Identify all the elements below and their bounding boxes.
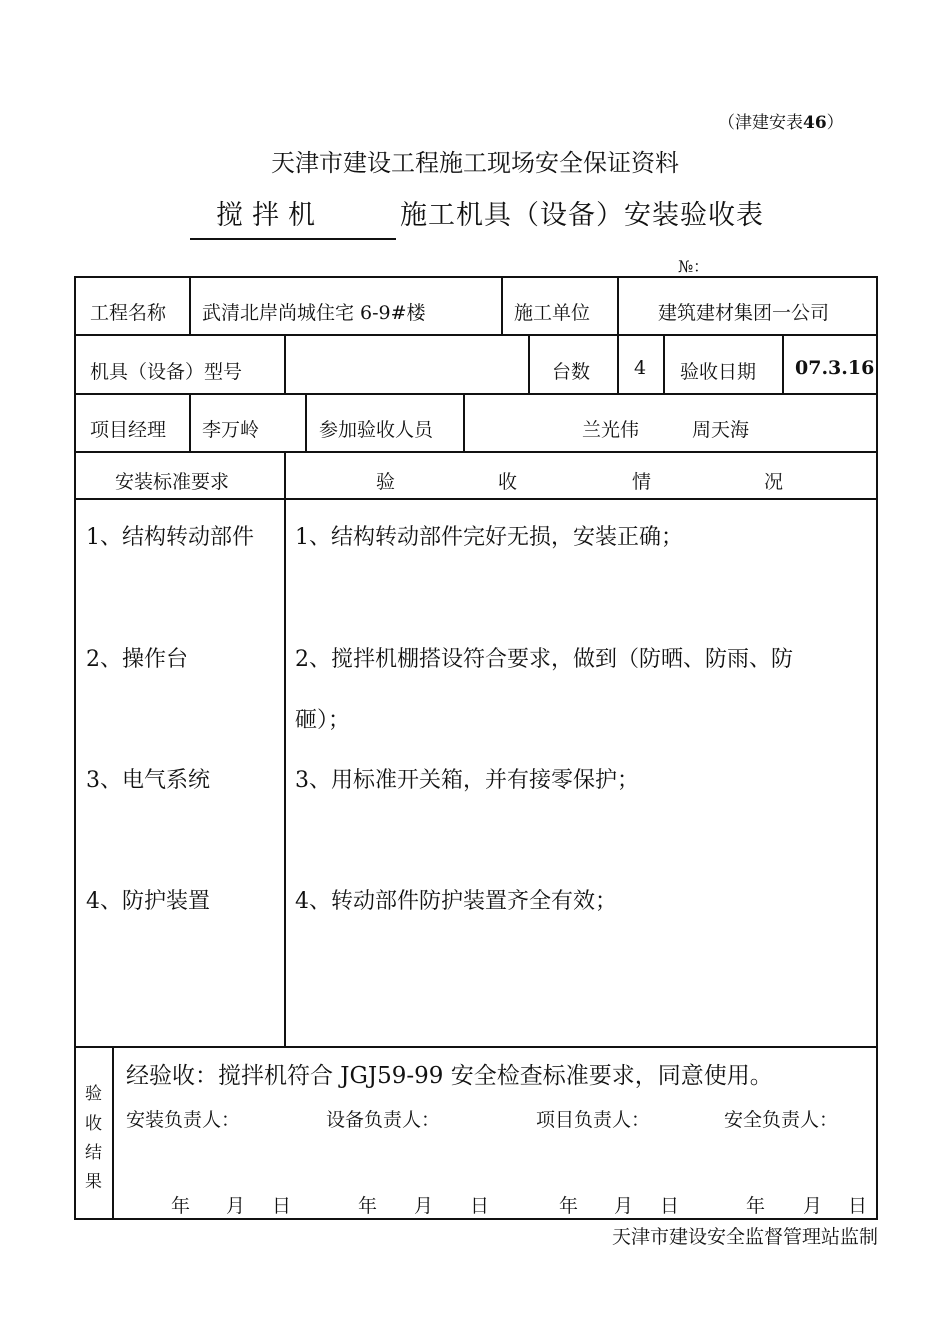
form-title: 施工机具（设备）安装验收表 — [400, 200, 764, 231]
footer-issuer: 天津市建设安全监督管理站监制 — [611, 1226, 878, 1248]
project-name-value: 武清北岸尚城住宅 6-9#楼 — [202, 302, 426, 324]
row-divider — [74, 1046, 878, 1048]
col-divider — [189, 276, 191, 335]
equipment-name: 搅拌机 — [190, 193, 396, 240]
row-divider — [74, 334, 878, 336]
date-month: 月 — [614, 1195, 634, 1217]
project-name-label: 工程名称 — [90, 302, 167, 324]
construction-unit-label: 施工单位 — [514, 302, 591, 324]
col-divider — [501, 276, 503, 335]
col-divider — [617, 334, 619, 394]
row-divider — [74, 498, 878, 500]
inspection-date-label: 验收日期 — [680, 361, 757, 383]
date-month: 月 — [414, 1195, 434, 1217]
date-year: 年 — [171, 1195, 191, 1217]
inspectors-label: 参加验收人员 — [319, 419, 434, 441]
form-number-label: №： — [678, 257, 710, 276]
date-year: 年 — [559, 1195, 579, 1217]
standard-item: 3、电气系统 — [86, 768, 210, 793]
col-divider — [617, 276, 619, 335]
col-divider — [663, 334, 665, 394]
col-divider — [284, 451, 286, 1047]
col-divider — [112, 1046, 114, 1220]
col-divider — [528, 334, 530, 394]
col-divider — [305, 393, 307, 452]
date-day: 日 — [660, 1195, 680, 1217]
inspector-name: 周天海 — [692, 419, 750, 441]
result-header-char: 况 — [764, 471, 784, 493]
date-month: 月 — [226, 1195, 246, 1217]
inspector-name: 兰光伟 — [582, 419, 640, 441]
row-divider — [74, 451, 878, 453]
col-divider — [782, 334, 784, 394]
signer-label: 安全负责人： — [724, 1109, 839, 1131]
result-item: 2、搅拌机棚搭设符合要求，做到（防晒、防雨、防 — [295, 647, 793, 672]
conclusion-label-char: 果 — [85, 1172, 102, 1192]
standard-item: 1、结构转动部件 — [86, 525, 254, 550]
inspection-date-value: 07.3.16 — [795, 357, 875, 379]
date-year: 年 — [358, 1195, 378, 1217]
form-title-line — [190, 193, 764, 240]
date-year: 年 — [746, 1195, 766, 1217]
result-header-char: 情 — [632, 471, 652, 493]
conclusion-label-char: 结 — [85, 1143, 102, 1163]
result-item: 4、转动部件防护装置齐全有效； — [295, 889, 617, 914]
project-manager-value: 李万岭 — [202, 419, 260, 441]
col-divider — [189, 393, 191, 452]
standard-header: 安装标准要求 — [115, 471, 230, 493]
unit-count-value: 4 — [634, 357, 647, 379]
conclusion-label-char: 验 — [85, 1084, 102, 1104]
date-month: 月 — [803, 1195, 823, 1217]
date-day: 日 — [848, 1195, 868, 1217]
date-day: 日 — [470, 1195, 490, 1217]
conclusion-text: 经验收：搅拌机符合 JGJ59-99 安全检查标准要求，同意使用。 — [126, 1063, 773, 1089]
standard-item: 4、防护装置 — [86, 889, 210, 914]
standard-item: 2、操作台 — [86, 647, 188, 672]
col-divider — [284, 334, 286, 394]
project-manager-label: 项目经理 — [90, 419, 167, 441]
form-code: （津建安表46） — [718, 113, 844, 133]
conclusion-label-char: 收 — [85, 1114, 102, 1134]
date-day: 日 — [272, 1195, 292, 1217]
result-item: 1、结构转动部件完好无损，安装正确； — [295, 525, 683, 550]
result-header-char: 收 — [498, 471, 518, 493]
header-org: 天津市建设工程施工现场安全保证资料 — [271, 149, 679, 177]
signer-label: 安装负责人： — [126, 1109, 241, 1131]
signer-label: 设备负责人： — [326, 1109, 441, 1131]
result-item-continued: 砸）； — [295, 708, 351, 733]
col-divider — [463, 393, 465, 452]
result-item: 3、用标准开关箱，并有接零保护； — [295, 768, 639, 793]
result-header-char: 验 — [376, 471, 396, 493]
row-divider — [74, 393, 878, 395]
unit-count-label: 台数 — [552, 361, 591, 383]
signer-label: 项目负责人： — [536, 1109, 651, 1131]
construction-unit-value: 建筑建材集团一公司 — [658, 302, 830, 324]
equipment-model-label: 机具（设备）型号 — [90, 361, 243, 383]
